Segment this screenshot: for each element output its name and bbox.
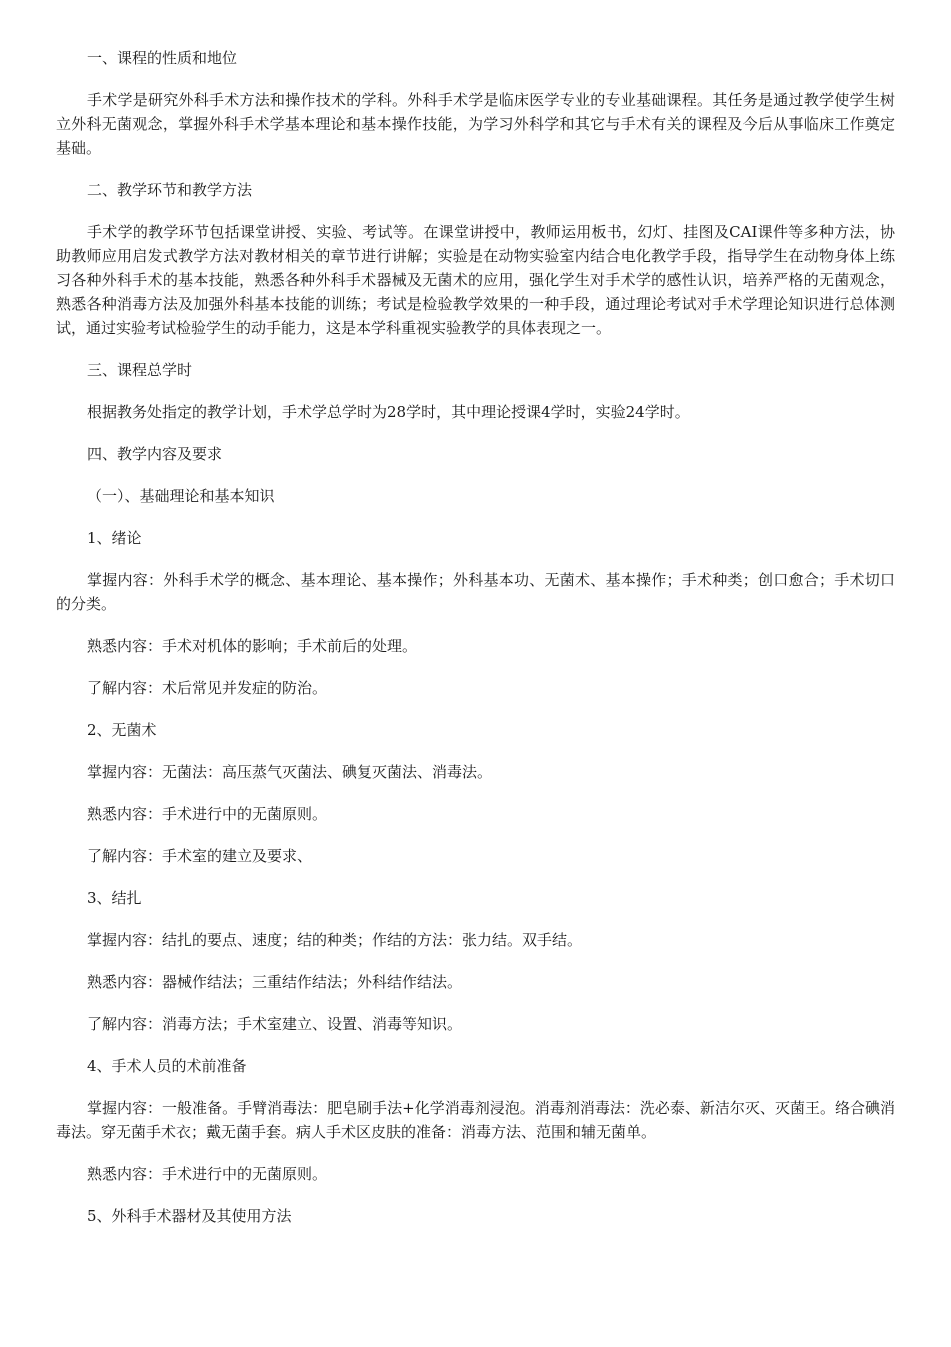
paragraph-preparation-familiar: 熟悉内容：手术进行中的无菌原则。 xyxy=(87,1165,328,1183)
paragraph-intro-understand: 了解内容：术后常见并发症的防治。 xyxy=(87,679,328,697)
section-heading-nature: 一、课程的性质和地位 xyxy=(87,49,238,67)
paragraph-ligation-familiar: 熟悉内容：器械作结法；三重结作结法；外科结作结法。 xyxy=(87,973,463,991)
paragraph-ligation-understand: 了解内容：消毒方法；手术室建立、设置、消毒等知识。 xyxy=(87,1015,463,1033)
paragraph-preparation-master: 掌握内容：一般准备。手臂消毒法：肥皂刷手法+化学消毒剂浸泡。消毒剂消毒法：洗必泰、新洁尔灭、灭菌王。络合碘消毒法。穿无菌手术衣；戴无菌手套。病人手术区皮肤的准备：消毒方法、范围和辅无菌单。 xyxy=(56,1099,895,1141)
paragraph-asepsis-master: 掌握内容：无菌法：高压蒸气灭菌法、碘复灭菌法、消毒法。 xyxy=(87,763,493,781)
subsection-heading-basics: （一）、基础理论和基本知识 xyxy=(87,487,275,505)
section-heading-teaching: 二、教学环节和教学方法 xyxy=(87,181,253,199)
topic-heading-preparation: 4、手术人员的术前准备 xyxy=(87,1057,247,1075)
topic-heading-ligation: 3、结扎 xyxy=(87,889,142,907)
topic-heading-asepsis: 2、无菌术 xyxy=(87,721,157,739)
topic-heading-instruments: 5、外科手术器材及其使用方法 xyxy=(87,1207,292,1225)
paragraph-intro-master: 掌握内容：外科手术学的概念、基本理论、基本操作；外科基本功、无菌术、基本操作；手术种类；创口愈合；手术切口的分类。 xyxy=(56,571,895,613)
section-heading-hours: 三、课程总学时 xyxy=(87,361,193,379)
paragraph-nature: 手术学是研究外科手术方法和操作技术的学科。外科手术学是临床医学专业的专业基础课程。其任务是通过教学使学生树立外科无菌观念，掌握外科手术学基本理论和基本操作技能，为学习外科学和其它与手术有关的课程及今后从事临床工作奠定基础。 xyxy=(56,91,895,157)
paragraph-asepsis-familiar: 熟悉内容：手术进行中的无菌原则。 xyxy=(87,805,328,823)
section-heading-content: 四、教学内容及要求 xyxy=(87,445,223,463)
topic-heading-intro: 1、绪论 xyxy=(87,529,142,547)
paragraph-teaching: 手术学的教学环节包括课堂讲授、实验、考试等。在课堂讲授中，教师运用板书，幻灯、挂图及CAI课件等多种方法，协助教师应用启发式教学方法对教材相关的章节进行讲解；实验是在动物实验室内结合电化教学手段，指导学生在动物身体上练习各种外科手术的基本技能，熟悉各种外科手术器械及无菌术的应用，强化学生对手术学的感性认识，培养严格的无菌观念，熟悉各种消毒方法及加强外科基本技能的训练；考试是检验教学效果的一种手段，通过理论考试对手术学理论知识进行总体测试，通过实验考试检验学生的动手能力，这是本学科重视实验教学的具体表现之一。 xyxy=(56,223,895,337)
paragraph-asepsis-understand: 了解内容：手术室的建立及要求、 xyxy=(87,847,313,865)
paragraph-ligation-master: 掌握内容：结扎的要点、速度；结的种类；作结的方法：张力结。双手结。 xyxy=(87,931,583,949)
paragraph-intro-familiar: 熟悉内容：手术对机体的影响；手术前后的处理。 xyxy=(87,637,418,655)
paragraph-hours: 根据教务处指定的教学计划，手术学总学时为28学时，其中理论授课4学时，实验24学时。 xyxy=(87,403,690,421)
